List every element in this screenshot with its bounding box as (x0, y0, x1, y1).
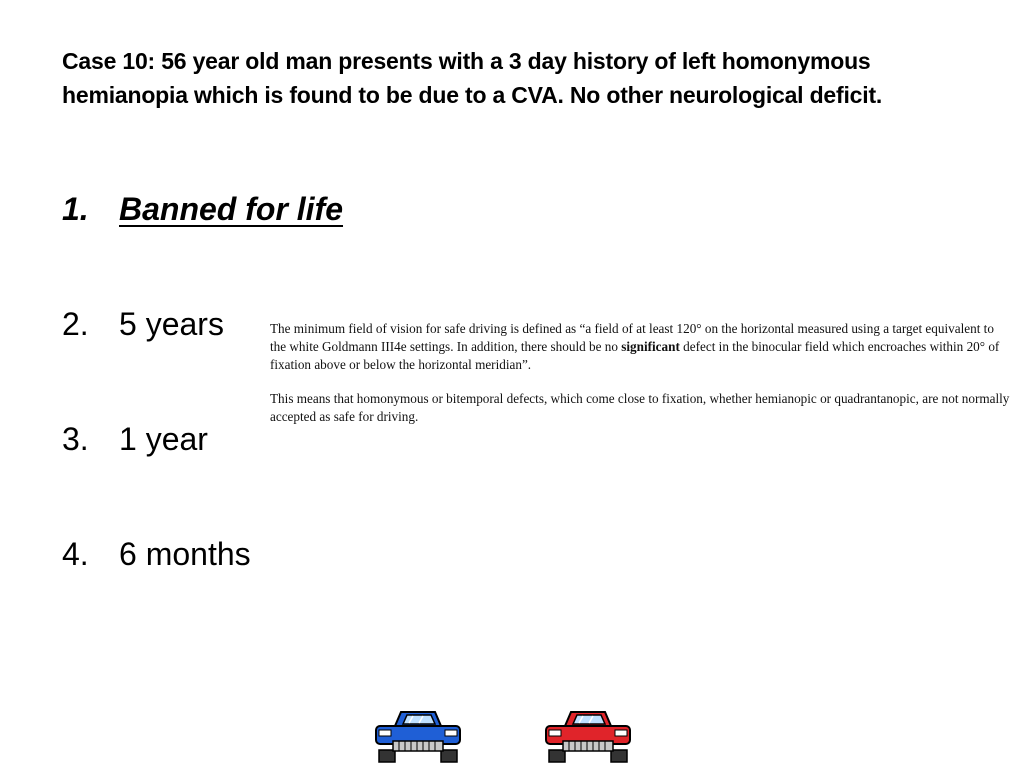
answer-option-3[interactable] (62, 416, 208, 462)
dvla-guidance-excerpt (270, 320, 1010, 442)
guidance-emphasis: significant (621, 339, 680, 354)
guidance-paragraph-1 (270, 320, 1010, 374)
guidance-paragraph-2: This means that homonymous or bitemporal defects, which come close to fixation, whether hemianopic or quadrantanopic, are not normally accepted as safe for driving. (270, 391, 1010, 424)
option-number: 2. (62, 306, 89, 342)
option-number: 3. (62, 421, 89, 457)
blue-car-icon (373, 706, 463, 764)
option-text: 6 months (119, 536, 251, 572)
option-number: 4. (62, 536, 89, 572)
slide-title: Case 10: 56 year old man presents with a 3 day history of left homonymous hemianopia which is found to be due to a CVA. No other neurological deficit. (62, 48, 883, 108)
guidance-text: defect in the binocular field which encroaches within 20° of fixation above or below the horizontal meridian”. (270, 339, 1000, 372)
red-car-icon (543, 706, 633, 764)
guidance-text: The minimum field of vision for safe driving is defined as “a field of at least 120° on the horizontal measured using a target equivalent to the white Goldmann III4e settings. In addition, there should be no (270, 321, 994, 354)
option-text: 5 years (119, 306, 224, 342)
answer-option-4[interactable] (62, 531, 251, 577)
option-number: 1. (62, 191, 89, 227)
answer-option-1[interactable] (62, 186, 343, 232)
option-text: Banned for life (119, 191, 344, 227)
answer-option-2[interactable] (62, 301, 224, 347)
option-text: 1 year (119, 421, 208, 457)
